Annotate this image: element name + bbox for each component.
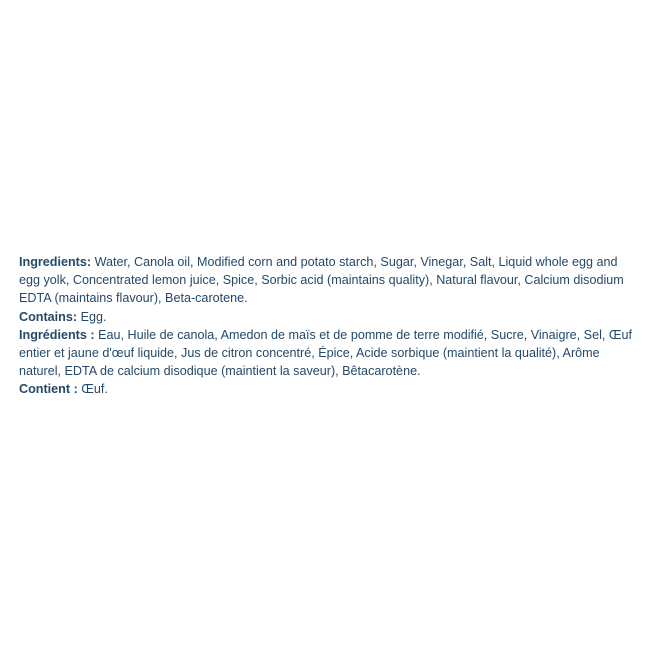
ingredients-en-label: Ingredients: [19,255,92,269]
contains-en-text: Egg. [77,309,107,324]
ingredients-fr-text: Eau, Huile de canola, Amedon de maïs et de pomme de terre modifié, Sucre, Vinaigre, Sel, Œuf entier et jaune d'œuf liquide, Jus de citron concentré, Épice, Acide sorbique (maintient la qualité), Arôme naturel, EDTA de calcium disodique (maintient la saveur), Bêtacarotène. [19,327,632,379]
contains-fr-text: Œuf. [77,382,108,397]
ingredients-fr-label: Ingrédients : [19,327,95,342]
ingredients-en-text: Water, Canola oil, Modified corn and potato starch, Sugar, Vinegar, Salt, Liquid whole egg and egg yolk, Concentrated lemon juice, Spice, Sorbic acid (maintains quality), Natural flavour, Calcium disodium EDTA (maintains flavour), Beta-carotene. [19,255,624,306]
ingredients-en [19,253,639,308]
contains-en-label: Contains: [19,309,78,324]
ingredients-fr [19,326,639,381]
contains-fr-label: Contient : [19,382,78,397]
ingredient-label-text [19,253,639,399]
contains-en [19,308,639,326]
contains-fr [19,380,639,398]
